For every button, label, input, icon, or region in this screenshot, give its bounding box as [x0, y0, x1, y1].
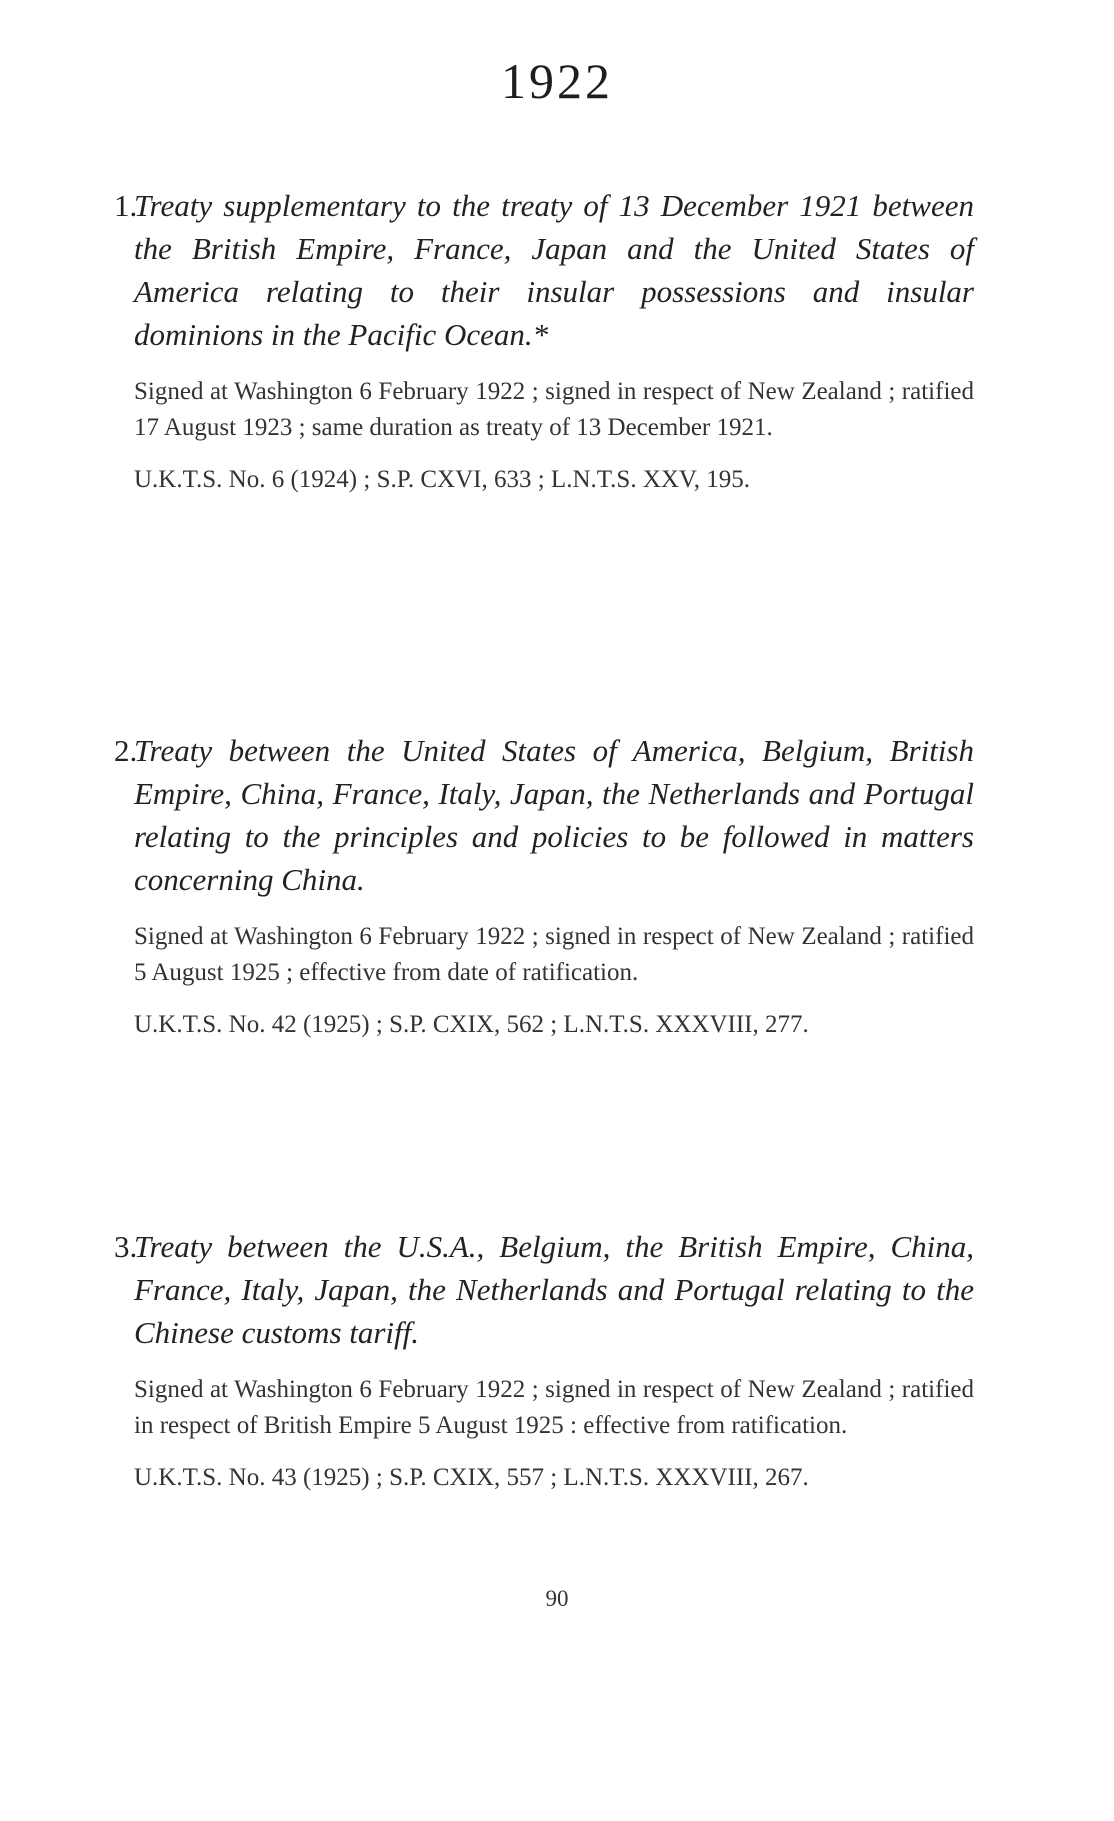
treaty-title-row [114, 184, 974, 356]
treaty-body [114, 919, 974, 1043]
treaty-title: Treaty between the United States of America, Belgium, British Empire, China, France, Italy, Japan, the Netherlands and Portugal relating to the principles and policies to be followed in matters concerning China. [134, 733, 974, 897]
signature-details: Signed at Washington 6 February 1922 ; signed in respect of New Zealand ; ratified in respect of British Empire 5 August 1925 : effective from ratification. [134, 1376, 974, 1439]
entry-number: 1. [114, 188, 138, 223]
signature-details: Signed at Washington 6 February 1922 ; signed in respect of New Zealand ; ratified 17 August 1923 ; same duration as treaty of 13 December 1921. [134, 378, 974, 441]
treaty-title-row [114, 1225, 974, 1354]
treaty-title-row [114, 729, 974, 901]
treaty-title: Treaty supplementary to the treaty of 13 December 1921 between the British Empire, France, Japan and the United States of America relating to their insular possessions and insular dominions in the Pacific Ocean.* [134, 188, 974, 352]
year-heading: 1922 [501, 53, 613, 109]
treaty-references: U.K.T.S. No. 42 (1925) ; S.P. CXIX, 562 ; L.N.T.S. XXXVIII, 277. [134, 1011, 809, 1038]
treaty-entry-1 [114, 184, 974, 498]
entry-number: 2. [114, 733, 138, 768]
entry-number: 3. [114, 1229, 138, 1264]
treaty-body [114, 1372, 974, 1496]
treaty-entry-3 [114, 1225, 974, 1496]
treaty-entry-2 [114, 729, 974, 1043]
treaty-title: Treaty between the U.S.A., Belgium, the British Empire, China, France, Italy, Japan, the Netherlands and Portugal relating to the Chinese customs tariff. [134, 1229, 974, 1350]
treaty-references: U.K.T.S. No. 6 (1924) ; S.P. CXVI, 633 ; L.N.T.S. XXV, 195. [134, 466, 751, 493]
treaty-references: U.K.T.S. No. 43 (1925) ; S.P. CXIX, 557 ; L.N.T.S. XXXVIII, 267. [134, 1464, 809, 1491]
signature-details: Signed at Washington 6 February 1922 ; signed in respect of New Zealand ; ratified 5 August 1925 ; effective from date of ratification. [134, 923, 974, 986]
treaty-body [114, 374, 974, 498]
page-number: 90 [545, 1586, 569, 1611]
